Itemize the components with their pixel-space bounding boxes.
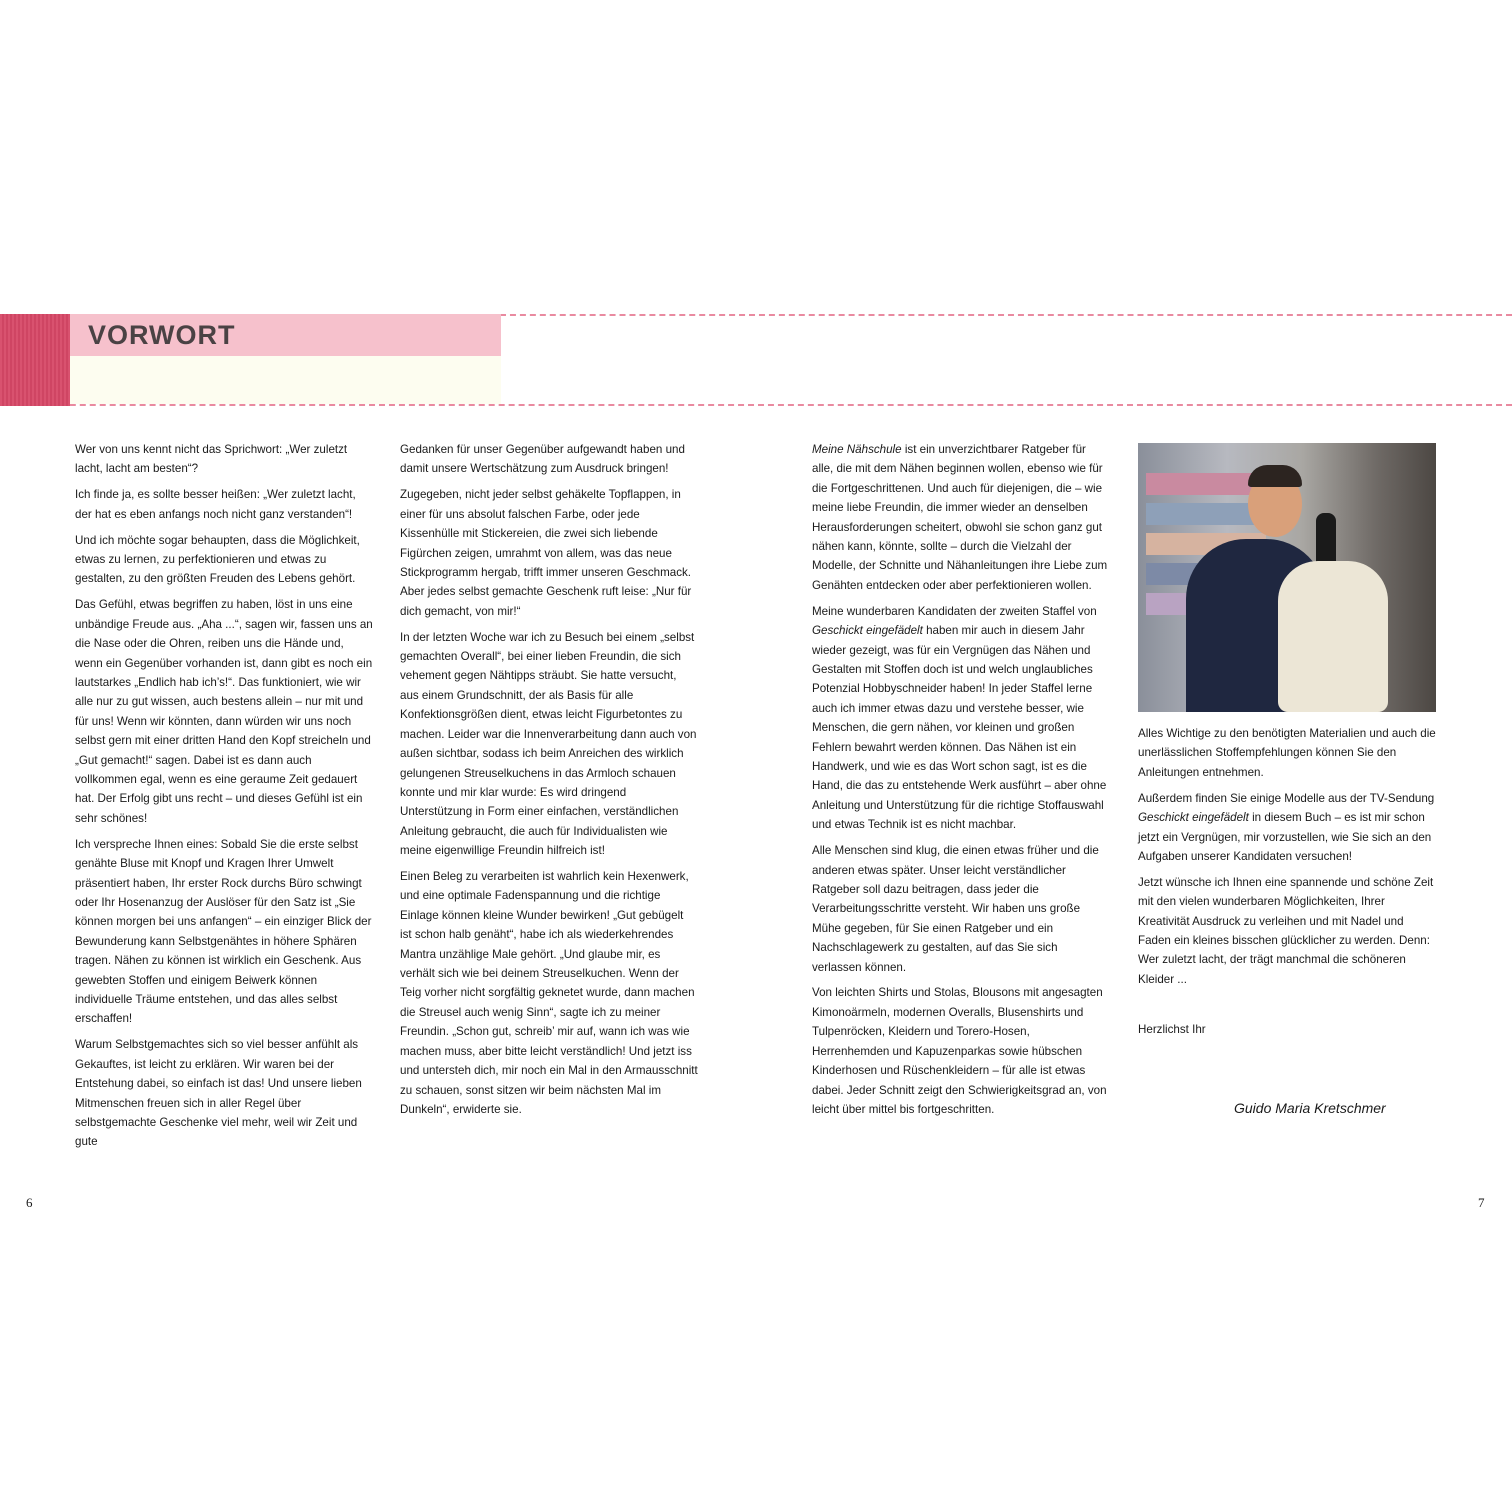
paragraph: Warum Selbstgemachtes sich so viel besser anfühlt als Gekauftes, ist leicht zu erklären. Wir waren bei der Entstehung dabei, so einfach ist das! Und unsere lieben Mitmenschen freuen sich in aller Regel über selbstgemachte Geschenke viel mehr, weil wir Zeit und gute [75, 1038, 362, 1149]
paragraph: In der letzten Woche war ich zu Besuch bei einem „selbst gemachten Overall“, bei einer lieben Freundin, die sich vehement gegen Nähtipps sträubt. Sie hatte versucht, aus einem Grundschnitt, der als Basis für alle Konfektionsgrößen dient, etwas leicht Figurbetontes zu machen. Leider war die Innenverarbeitung dann auch von außen sichtbar, sodass ich beim Anreichen des wirklich gelungenen Streuselkuchens in das Armloch schauen konnte und mir klar wurde: Es wird dringend Unterstützung in Form einer einfachen, verständlichen Anleitung gebraucht, die auch für Individualisten wie meine eigenwillige Freundin hilfreich ist! [400, 630, 697, 858]
mannequin-dress [1278, 561, 1388, 712]
paragraph: Das Gefühl, etwas begriffen zu haben, löst in uns eine unbändige Freude aus. „Aha ...“, sagen wir, fassen uns an die Nase oder die Ohren, reiben uns die Hände und, wenn ein Gegenüber vorhanden ist, dann gibt es noch ein lautstarkes „Endlich hab ich’s!“. Das funktioniert, wie wir alle nur zu gut wissen, auch bestens allein – nur mit und für uns! Wenn wir könnten, dann würden wir uns noch selbst gern mit einer dritten Hand den Kopf streicheln und „Gut gemacht!“ sagen. Dabei ist es dann auch vollkommen egal, wenn es eine geraume Zeit gedauert hat. Der Erfolg gibt uns recht – und dieses Gefühl ist ein sehr schönes! [75, 598, 373, 825]
paragraph: Von leichten Shirts und Stolas, Blousons mit angesagten Kimonoärmeln, modernen Overalls, Blusenshirts und Tulpenröcken, Kleidern und Torero-Hosen, Herrenhemden und Kapuzenparkas sowie hübschen Kinderhosen und Rüschenkleidern – für alle ist etwas dabei. Jeder Schnitt zeigt den Schwierigkeitsgrad an, von leicht über mittel bis fortgeschritten. [812, 986, 1107, 1116]
paragraph: Ich finde ja, es sollte besser heißen: „Wer zuletzt lacht, der hat es eben anfangs noch nicht ganz verstanden“! [75, 488, 356, 521]
paragraph-text: haben mir auch in diesem Jahr wieder gezeigt, was für ein Vergnügen das Nähen und Gestalten mit Stoffen doch ist und welch unglaubliches Potenzial Hobbyschneider haben! In jeder Staffel lerne auch ich immer etwas dazu und verstehe besser, wie Menschen, die gern nähen, vor kleinen und großen Fehlern bewahrt werden können. Das Nähen ist ein Handwerk, und wie es das Wort schon sagt, ist es die Hand, die das zu entstehende Werk ausführt – aber ohne Anleitung und Unterstützung für die richtige Stoffauswahl und etwas Technik ist es nicht machbar. [812, 624, 1107, 832]
book-title: Meine Nähschule [812, 443, 902, 456]
paragraph: Alle Menschen sind klug, die einen etwas früher und die anderen etwas später. Unser leicht verständlicher Ratgeber soll dazu beitragen, dass jeder die Verarbeitungsschritte versteht. Wir haben uns große Mühe gegeben, für Sie einen Ratgeber und ein Nachschlagewerk zu gestalten, auf das Sie sich verlassen können. [812, 844, 1099, 974]
paragraph: Ich verspreche Ihnen eines: Sobald Sie die erste selbst genähte Bluse mit Knopf und Kragen Ihrer Umwelt präsentiert haben, Ihr erster Rock durchs Büro schwingt oder Ihr Hosenanzug der Auslöser für den Satz ist „Sie können morgen bei uns anfangen“ – ein einziger Blick der Bewunderung kann Selbstgenähtes in höhere Sphären tragen. Nähen zu können ist wirklich ein Geschenk. Aus gewebten Stoffen und einigem Beiwerk können individuelle Träume entstehen, und das alles selbst erschaffen! [75, 837, 372, 1026]
paragraph: Zugegeben, nicht jeder selbst gehäkelte Topflappen, in einer für uns absolut falschen Farbe, oder jede Kissenhülle mit Stickereien, die zwei sich liebende Figürchen zeigen, umrahmt von allem, was das neue Stickprogramm hergab, trifft immer unseren Geschmack. Aber jedes selbst gemachte Geschenk ruft leise: „Nur für dich gemacht, von mir!“ [400, 488, 692, 618]
paragraph: Einen Beleg zu verarbeiten ist wahrlich kein Hexenwerk, und eine optimale Fadenspannung und die richtige Einlage können kleine Wunder bewirken! „Gut gebügelt ist schon halb genäht“, habe ich als wiederkehrendes Mantra unzählige Male gehört. „Und glaube mir, es verhält sich wie bei deinem Streuselkuchen. Wenn der Teig vorher nicht sorgfältig geknetet wurde, dann machen die Streusel auch wenig Sinn“, sagte ich zu meiner Freundin. „Schon gut, schreib’ mir auf, wann ich was wie machen muss, aber bitte leicht verständlich! Und jetzt iss und untersteh dich, mir noch ein Mal in den Armausschnitt zu schauen, sonst sitzen wir beim nächsten Mal im Dunkeln“, erwiderte sie. [400, 870, 698, 1116]
mannequin-neck [1316, 513, 1336, 567]
text-column-2 [400, 440, 698, 1126]
paragraph [812, 602, 1110, 835]
paragraph: Alles Wichtige zu den benötigten Materialien und auch die unerlässlichen Stoffempfehlungen können Sie den Anleitungen entnehmen. [1138, 727, 1436, 779]
dashed-border-top [500, 314, 1512, 316]
page-title: VORWORT [88, 320, 236, 350]
show-title: Geschickt eingefädelt [1138, 811, 1249, 825]
signature: Guido Maria Kretschmer [1234, 1100, 1386, 1116]
signoff: Herzlichst Ihr [1138, 1023, 1206, 1036]
author-photo [1138, 443, 1436, 712]
text-column-4 [1138, 724, 1436, 996]
paragraph [812, 440, 1110, 595]
paragraph-text: ist ein unverzichtbarer Ratgeber für alle, die mit dem Nähen beginnen wollen, ebenso wie für die Fortgeschrittenen. Und auch für diejenigen, die – wie meine liebe Freundin, die immer wieder an denselben Herausforderungen scheitert, obwohl sie schon ganz gut nähen kann, könnte, sollte – durch die Vielzahl der Modelle, der Schnitte und Nähanleitungen ihre Liebe zum Genähten entdecken oder aber perfektionieren wollen. [812, 443, 1108, 592]
paragraph: Jetzt wünsche ich Ihnen eine spannende und schöne Zeit mit den vielen wunderbaren Möglichkeiten, Ihrer Kreativität Ausdruck zu verleihen und mit Nadel und Faden ein kleines bisschen glücklicher zu werden. Denn: Wer zuletzt lacht, der trägt manchmal die schöneren Kleider ... [1138, 875, 1434, 986]
paragraph [1138, 789, 1436, 867]
paragraph: Gedanken für unser Gegenüber aufgewandt haben und damit unsere Wertschätzung zum Ausdruck bringen! [400, 443, 685, 476]
text-column-1 [75, 440, 373, 1158]
page-number-right: 7 [1478, 1195, 1485, 1210]
dashed-border-bottom [0, 404, 1512, 406]
person-hair [1248, 465, 1302, 487]
title-band-lower [70, 356, 501, 404]
paragraph: Wer von uns kennt nicht das Sprichwort: „Wer zuletzt lacht, lacht am besten“? [75, 443, 348, 476]
text-column-3 [812, 440, 1110, 1126]
page-number-left: 6 [26, 1195, 33, 1210]
paragraph-text: in diesem Buch – es ist mir schon jetzt ein Vergnügen, mir vorzustellen, wie Sie sich an den Aufgaben unserer Kandidaten versuchen! [1138, 811, 1432, 863]
show-title: Geschickt eingefädelt [812, 624, 923, 638]
paragraph: Und ich möchte sogar behaupten, dass die Möglichkeit, etwas zu lernen, zu perfektionieren und etwas zu gestalten, zu den größten Freuden des Lebens gehört. [75, 533, 360, 586]
ribbon-strip [0, 314, 70, 406]
paragraph-text: Meine wunderbaren Kandidaten der zweiten Staffel von [812, 604, 1097, 618]
paragraph-text: Außerdem finden Sie einige Modelle aus der TV-Sendung [1138, 791, 1435, 805]
